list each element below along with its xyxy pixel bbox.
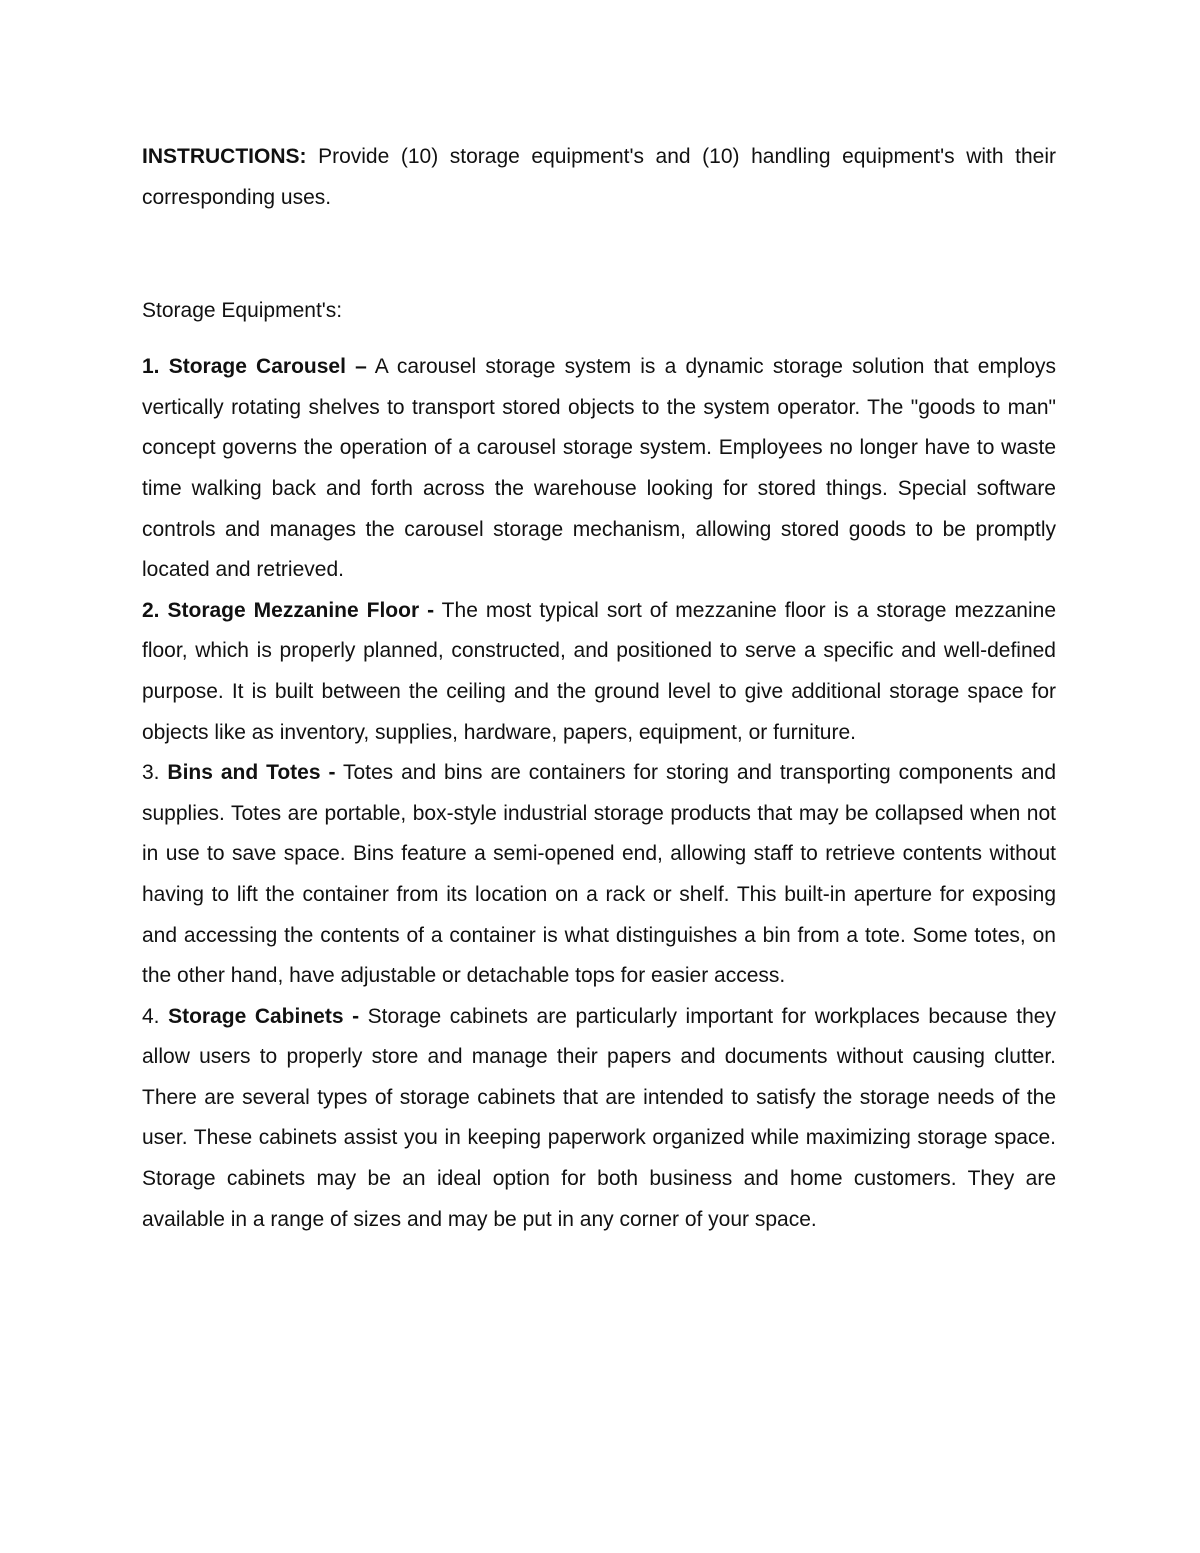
item-number: 1.: [142, 355, 160, 379]
item-title: Storage Carousel –: [159, 355, 367, 379]
item-body: Storage cabinets are particularly important for workplaces because they allow users to properly store and manage their papers and documents without causing clutter. There are several types of storage cabinets that are intended to satisfy the storage needs of the user. These cabinets assist you in keeping paperwork organized while maximizing storage space. Storage cabinets may be an ideal option for both business and home customers. They are available in a range of sizes and may be put in any corner of your space.: [142, 1004, 1056, 1231]
instructions-label: INSTRUCTIONS:: [142, 145, 307, 168]
list-item: [142, 591, 1056, 753]
instructions-paragraph: [142, 137, 1056, 218]
item-title: Storage Cabinets -: [159, 1004, 360, 1028]
document-body: [142, 137, 1056, 1240]
item-title: Storage Mezzanine Floor -: [159, 598, 435, 622]
item-number: 3.: [142, 761, 160, 785]
item-number: 2.: [142, 598, 160, 622]
item-title: Bins and Totes -: [159, 761, 336, 785]
list-item: [142, 997, 1056, 1241]
spacer: [142, 218, 1056, 291]
item-number: 4.: [142, 1004, 160, 1028]
item-body: The most typical sort of mezzanine floor is a storage mezzanine floor, which is properly planned, constructed, and positioned to serve a specific and well-defined purpose. It is built between the ceiling and the ground level to give additional storage space for objects like as inventory, supplies, hardware, papers, equipment, or furniture.: [142, 598, 1056, 744]
item-body: A carousel storage system is a dynamic storage solution that employs vertically rotating shelves to transport stored objects to the system operator. The "goods to man" concept governs the operation of a carousel storage system. Employees no longer have to waste time walking back and forth across the warehouse looking for stored things. Special software controls and manages the carousel storage mechanism, allowing stored goods to be promptly located and retrieved.: [142, 355, 1057, 582]
list-item: [142, 347, 1056, 591]
list-item: [142, 753, 1056, 997]
storage-heading: Storage Equipment's:: [142, 299, 343, 323]
item-body: Totes and bins are containers for storing and transporting components and supplies. Totes are portable, box-style industrial storage products that may be collapsed when not in use to save space. Bins feature a semi-opened end, allowing staff to retrieve contents without having to lift the container from its location on a rack or shelf. This built-in aperture for exposing and accessing the contents of a container is what distinguishes a bin from a tote. Some totes, on the other hand, have adjustable or detachable tops for easier access.: [142, 761, 1056, 988]
instructions-text: Provide (10) storage equipment's and (10) handling equipment's with their corresponding uses.: [142, 145, 1056, 209]
